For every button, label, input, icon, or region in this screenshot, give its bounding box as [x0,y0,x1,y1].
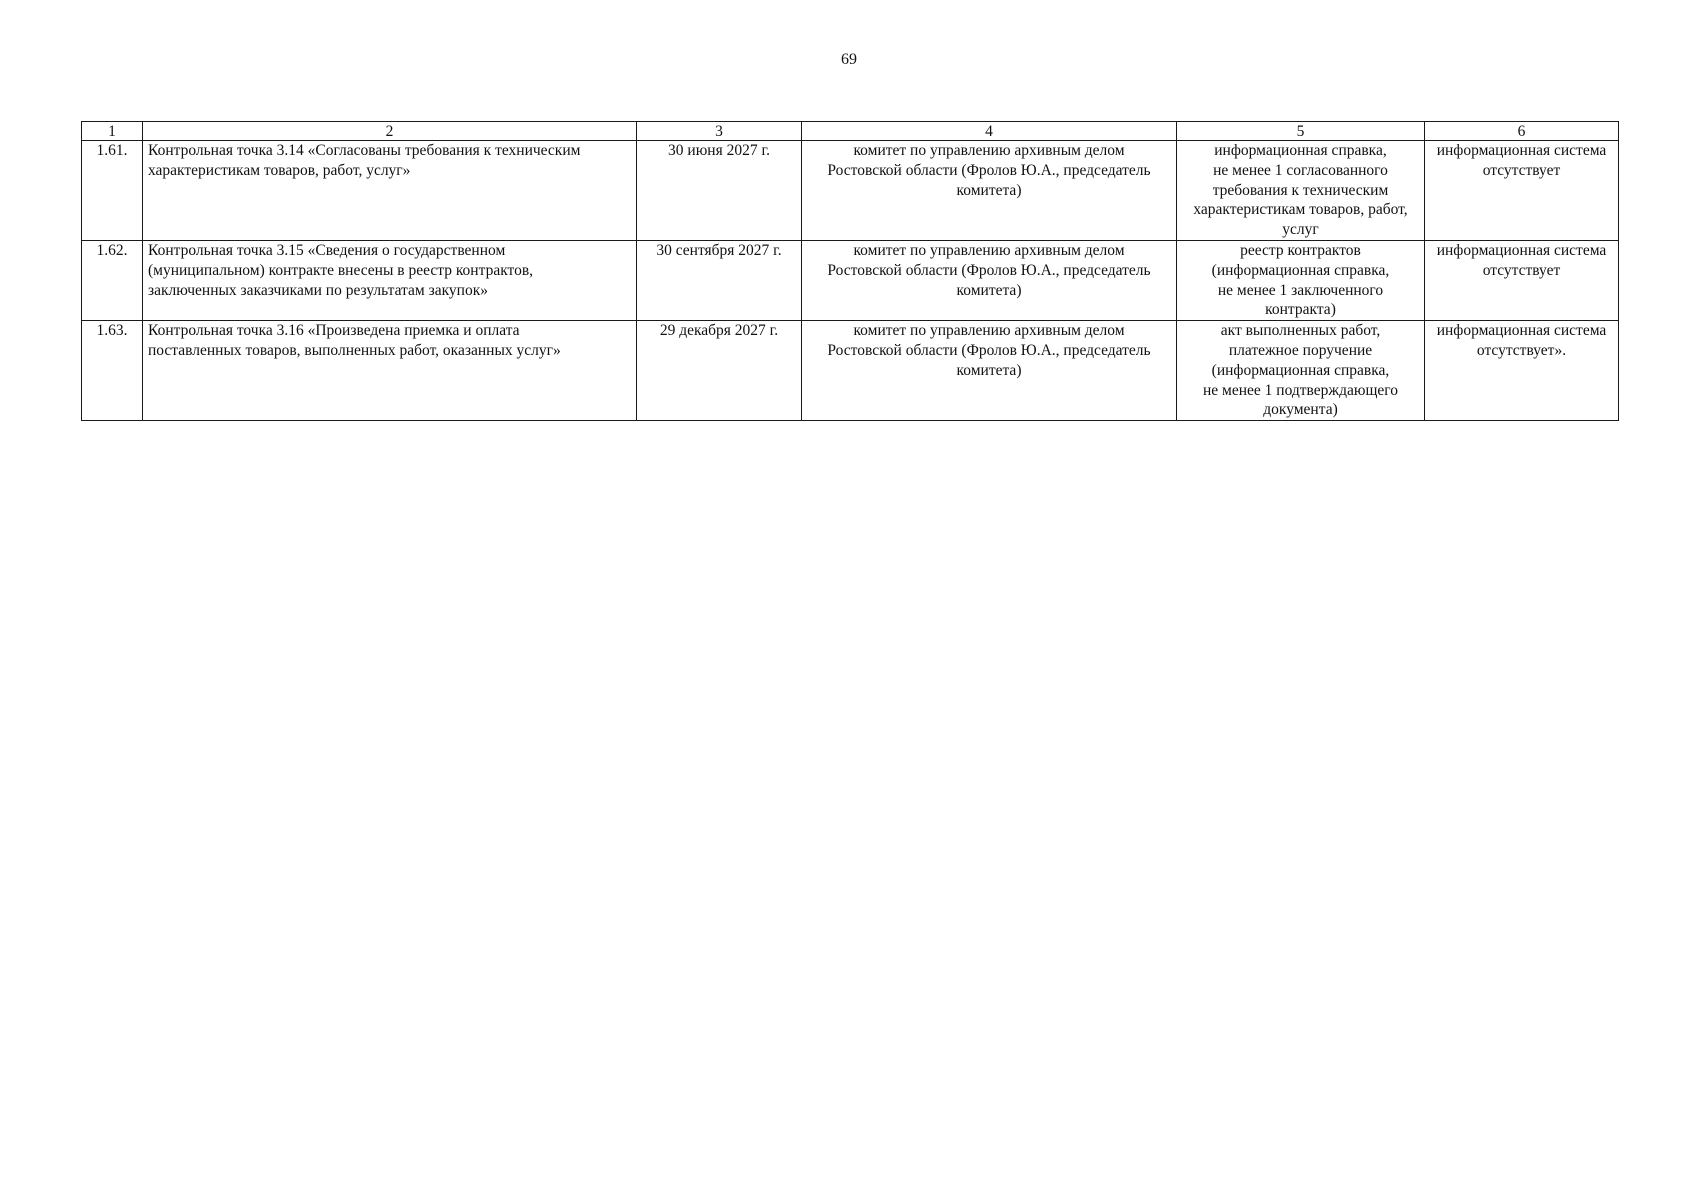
cell-line: (информационная справка, [1211,361,1390,379]
cell-line: Контрольная точка 3.14 «Согласованы требования к техническим [148,142,581,159]
table-row [82,240,1619,320]
cell-line: отсутствует [1482,261,1561,279]
cell-line: комитет по управлению архивным делом [853,241,1125,259]
cell-line: информационная система [1436,241,1607,259]
cell-line: комитета) [956,361,1022,379]
cell-line: информационная система [1436,142,1607,159]
cell-line: (информационная справка, [1211,261,1390,279]
cell-line: поставленных товаров, выполненных работ, оказанных услуг» [148,341,561,359]
responsible-cell [802,240,1177,320]
confirming-document-cell [1177,321,1425,421]
cell-line: не менее 1 заключенного [1217,281,1384,299]
cell-line: не менее 1 согласованного [1213,161,1388,179]
cell-line: информационная справка, [1214,142,1387,159]
column-number-row [82,122,1619,141]
cell-line: акт выполненных работ, [1220,322,1381,340]
control-points-table [81,121,1619,421]
control-point-name-cell [143,240,637,320]
information-system-cell [1425,240,1619,320]
cell-line: комитет по управлению архивным делом [853,322,1125,340]
cell-line: Ростовской области (Фролов Ю.А., председатель [827,261,1151,279]
cell-line: Ростовской области (Фролов Ю.А., председатель [827,341,1151,359]
cell-line: платежное поручение [1228,341,1373,359]
information-system-cell [1425,141,1619,241]
due-date-cell: 29 декабря 2027 г. [637,321,802,421]
cell-line: отсутствует [1482,161,1561,179]
cell-line: контракта) [1265,301,1336,319]
page-number: 69 [841,51,857,68]
table-row [82,141,1619,241]
row-number-cell: 1.61. [82,141,143,241]
cell-line: Контрольная точка 3.15 «Сведения о государственном [148,241,506,259]
cell-line: характеристикам товаров, работ, [1193,201,1408,219]
cell-line: комитета) [956,181,1022,199]
cell-line: услуг [1282,221,1319,239]
cell-line: Контрольная точка 3.16 «Произведена приемка и оплата [148,322,520,340]
cell-line: не менее 1 подтверждающего [1203,381,1398,399]
row-number-cell: 1.63. [82,321,143,421]
due-date-cell: 30 сентября 2027 г. [637,240,802,320]
cell-line: реестр контрактов [1240,241,1361,259]
confirming-document-cell [1177,240,1425,320]
cell-line: документа) [1263,401,1338,419]
column-header: 2 [143,122,637,141]
responsible-cell [802,321,1177,421]
cell-line: комитет по управлению архивным делом [853,142,1125,159]
cell-line: заключенных заказчиками по результатам закупок» [148,281,488,299]
column-header: 5 [1177,122,1425,141]
control-point-name-cell [143,321,637,421]
information-system-cell [1425,321,1619,421]
table-row [82,321,1619,421]
responsible-cell [802,141,1177,241]
control-point-name-cell [143,141,637,241]
due-date-cell: 30 июня 2027 г. [637,141,802,241]
row-number-cell: 1.62. [82,240,143,320]
cell-line: комитета) [956,281,1022,299]
cell-line: характеристикам товаров, работ, услуг» [148,161,411,179]
column-header: 6 [1425,122,1619,141]
column-header: 3 [637,122,802,141]
cell-line: требования к техническим [1212,181,1389,199]
column-header: 1 [82,122,143,141]
cell-line: (муниципальном) контракте внесены в реестр контрактов, [148,261,534,279]
column-header: 4 [802,122,1177,141]
cell-line: информационная система [1436,322,1607,340]
cell-line: отсутствует». [1476,341,1567,359]
cell-line: Ростовской области (Фролов Ю.А., председатель [827,161,1151,179]
confirming-document-cell [1177,141,1425,241]
